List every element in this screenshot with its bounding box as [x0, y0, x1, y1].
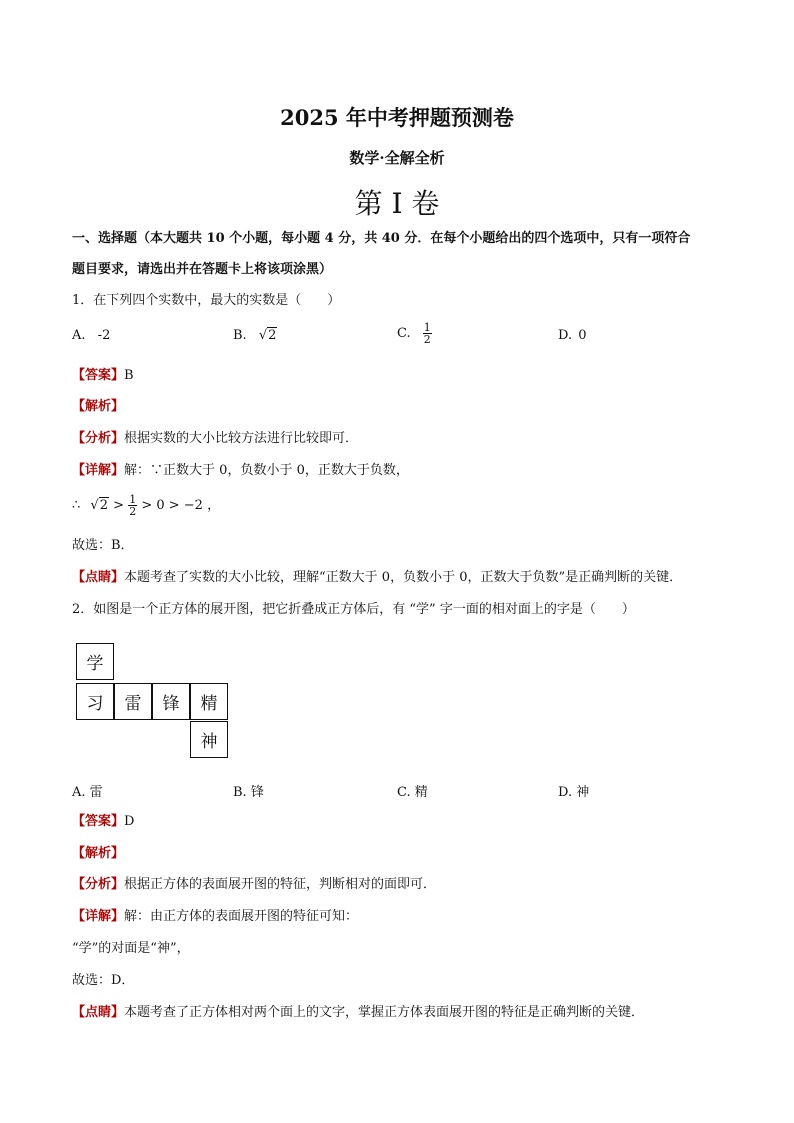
q1-analysis-tag: 【解析】 — [72, 399, 125, 414]
q1-option-b-radicand: 2 — [268, 328, 277, 343]
q2-detail — [72, 908, 358, 926]
q1-option-a-value: -2 — [97, 328, 111, 343]
q1-fenxi-text: 根据实数的大小比较方法进行比较即可． — [124, 431, 359, 446]
q1-ineq-sqrt: √2 — [90, 498, 108, 513]
q2-option-c: C. 精 — [397, 785, 428, 800]
q1-choose: 故选：B． — [72, 538, 134, 553]
q1-detail-rest: 正数大于 0，负数小于 0，正数大于负数， — [163, 463, 409, 478]
q2-stem: 2．如图是一个正方体的展开图，把它折叠成正方体后，有 “学” 字一面的相对面上的字是（ ） — [72, 602, 635, 617]
q1-fenxi-tag: 【分析】 — [72, 431, 125, 446]
q1-answer-tag: 【答案】 — [72, 368, 125, 383]
q1-option-c-fraction — [423, 322, 432, 345]
q1-ineq-fraction — [128, 494, 137, 517]
q1-option-c — [397, 322, 432, 345]
q2-option-d: D. 神 — [558, 785, 590, 800]
q1-option-d-value: 0 — [578, 328, 587, 343]
q1-ineq-tail: > 0 > −2 ， — [141, 498, 221, 513]
q2-analysis — [72, 845, 124, 863]
q1-option-c-label: C. — [397, 326, 411, 341]
q1-option-d-label: D. — [558, 328, 573, 343]
q2-detail-tag: 【详解】 — [72, 909, 125, 924]
therefore-symbol: ∴ — [72, 498, 81, 513]
q1-option-b — [233, 328, 277, 343]
q2-comment — [72, 1004, 644, 1022]
q2-fenxi — [72, 876, 436, 894]
cube-face-xue: 学 — [76, 643, 114, 680]
cube-face-jing: 精 — [190, 683, 228, 720]
q1-ineq-denominator: 2 — [129, 505, 137, 518]
exam-title: 2025 年中考押题预测卷 — [280, 105, 514, 130]
q2-answer — [72, 813, 134, 831]
q1-detail-mark: ∵ — [150, 463, 164, 478]
q1-detail-tag: 【详解】 — [72, 463, 125, 478]
q1-option-c-denominator: 2 — [423, 333, 431, 346]
cube-net-diagram — [76, 643, 230, 758]
q1-answer — [72, 367, 134, 385]
cube-face-xi: 习 — [76, 683, 114, 720]
q1-fenxi — [72, 430, 358, 448]
q2-comment-tag: 【点睛】 — [72, 1005, 125, 1020]
cube-face-lei: 雷 — [114, 683, 152, 720]
q1-answer-value: B — [124, 368, 134, 383]
section-heading: 第 I 卷 — [354, 187, 440, 220]
q1-analysis — [72, 398, 124, 416]
q2-detail-text: 解：由正方体的表面展开图的特征可知： — [124, 909, 359, 924]
q1-option-b-label: B. — [233, 328, 247, 343]
q2-comment-text: 本题考查了正方体相对两个面上的文字，掌握正方体表面展开图的特征是正确判断的关键． — [124, 1005, 645, 1020]
q1-detail-text: 解： — [124, 463, 151, 478]
q2-analysis-tag: 【解析】 — [72, 846, 125, 861]
q2-answer-tag: 【答案】 — [72, 814, 125, 829]
q1-option-a-label: A. — [72, 328, 86, 343]
q2-detail2: “学”的对面是“神”， — [72, 941, 190, 956]
q2-fenxi-text: 根据正方体的表面展开图的特征，判断相对的面即可． — [124, 877, 437, 892]
q2-choose: 故选：D． — [72, 973, 135, 988]
q1-ineq-gt: > — [113, 498, 125, 513]
q2-fenxi-tag: 【分析】 — [72, 877, 125, 892]
q1-option-d — [558, 328, 587, 343]
q1-inequality — [72, 494, 220, 517]
q2-option-a: A. 雷 — [72, 785, 103, 800]
q1-option-a — [72, 328, 110, 343]
exam-subtitle: 数学·全解全析 — [349, 149, 445, 167]
q1-stem: 1．在下列四个实数中，最大的实数是（ ） — [72, 293, 341, 308]
instructions-line1: 一、选择题（本大题共 10 个小题，每小题 4 分，共 40 分．在每个小题给出的四个选项中，只有一项符合 — [72, 231, 691, 246]
q1-comment-text: 本题考查了实数的大小比较，理解“正数大于 0，负数小于 0，正数大于负数”是正确判断的关键． — [124, 570, 683, 585]
cube-face-shen: 神 — [190, 721, 228, 758]
q1-detail — [72, 462, 409, 480]
q1-option-c-numerator: 1 — [423, 321, 431, 334]
q1-comment — [72, 569, 682, 587]
q1-ineq-radicand: 2 — [99, 498, 108, 513]
q1-ineq-numerator: 1 — [129, 493, 137, 506]
q2-option-b: B. 锋 — [233, 785, 264, 800]
q1-comment-tag: 【点睛】 — [72, 570, 125, 585]
q2-answer-value: D — [124, 814, 135, 829]
q1-option-b-sqrt: √2 — [258, 328, 277, 343]
instructions-line2: 题目要求，请选出并在答题卡上将该项涂黑） — [72, 262, 333, 277]
cube-face-feng: 锋 — [152, 683, 190, 720]
